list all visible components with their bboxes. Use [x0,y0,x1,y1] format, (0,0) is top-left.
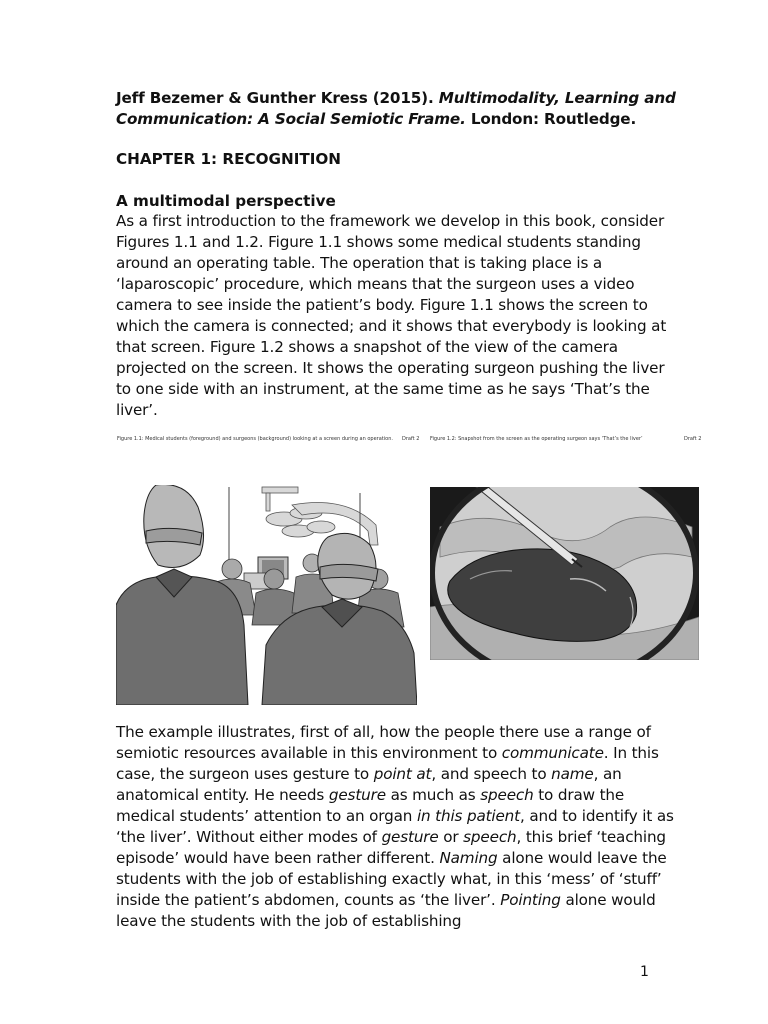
page-number: 1 [640,964,649,980]
text-run: alone would leave the students with the job of establishing [116,891,656,930]
figure-1-draft-label: Draft 2 [402,436,420,442]
figure-2-caption: Figure 1.2: Snapshot from the screen as the operating surgeon says ‘That’s the liver’ [430,436,643,442]
text-run: . In this case, the surgeon uses gesture to [116,744,659,783]
figure-1-caption: Figure 1.1: Medical students (foreground) and surgeons (background) looking at a screen during an operation. [117,436,393,442]
emphasis-run: gesture [328,786,386,804]
emphasis-run: Pointing [500,891,561,909]
section-heading: A multimodal perspective [116,192,336,210]
emphasis-run: gesture [381,828,439,846]
figure-2-draft-label: Draft 2 [684,436,702,442]
citation-title: Multimodality, Learning and Communication: A Social Semiotic Frame. [116,89,676,128]
text-run: , and to identify it as ‘the liver’. Without either modes of [116,807,674,846]
text-run: as much as [385,786,481,804]
emphasis-run: speech [463,828,517,846]
text-run: , an anatomical entity. He needs [116,765,622,804]
emphasis-run: communicate [501,744,604,762]
intro-paragraph: As a first introduction to the framework we develop in this book, consider Figures 1.1 and 1.2. Figure 1.1 shows some medical students standing around an operating table. The operation that is taking place is a ‘laparoscopic’ procedure, which means that the surgeon uses a video camera to see inside the patient’s body. Figure 1.1 shows the screen to which the camera is connected; and it shows that everybody is looking at that screen. Figure 1.2 shows a snapshot of the view of the camera projected on the screen. It shows the operating surgeon pushing the liver to one side with an instrument, at the same time as he says ‘That’s the liver’. [116,212,667,419]
text-run: alone would leave the students with the job of establishing exactly what, in this ‘mess’ of ‘stuff’ inside the patient’s abdomen, counts as ‘the liver’. [116,849,667,909]
emphasis-run: in this patient [416,807,520,825]
emphasis-run: speech [480,786,534,804]
citation-authors: Jeff Bezemer & Gunther Kress (2015). [116,89,439,107]
text-run: or [438,828,464,846]
text-run: , and speech to [431,765,552,783]
second-paragraph [116,722,676,932]
figure-2-laparoscopic-view-illustration [430,487,699,660]
citation-publisher: London: Routledge. [465,110,637,128]
emphasis-run: point at [373,765,432,783]
text-run: The example illustrates, first of all, how the people there use a range of semiotic resources available in this environment to [116,723,651,762]
chapter-heading: CHAPTER 1: RECOGNITION [116,150,341,168]
citation [116,88,676,130]
text-run: to draw the medical students’ attention to an organ [116,786,625,825]
emphasis-run: Naming [439,849,498,867]
text-run: , this brief ‘teaching episode’ would have been rather different. [116,828,666,867]
figure-1-operating-room-illustration [116,485,417,705]
emphasis-run: name [551,765,594,783]
